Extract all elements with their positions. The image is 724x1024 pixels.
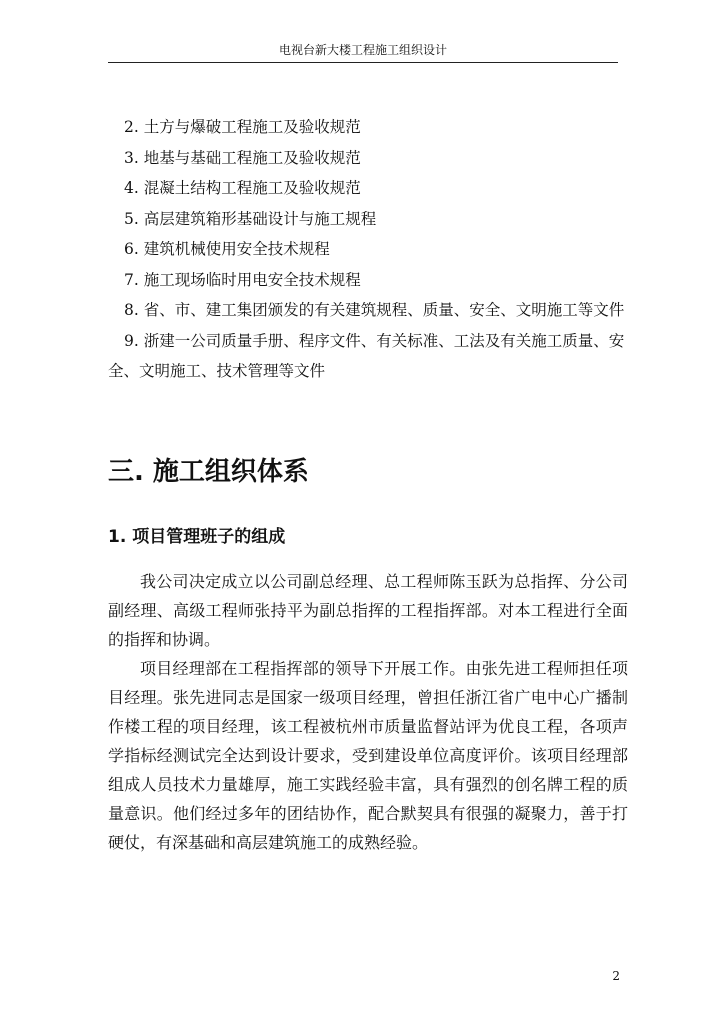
list-item: 4. 混凝土结构工程施工及验收规范 [124, 179, 361, 197]
section-heading: 三. 施工组织体系 [108, 457, 309, 487]
subsection-heading: 1. 项目管理班子的组成 [108, 527, 286, 547]
list-item: 3. 地基与基础工程施工及验收规范 [124, 148, 361, 167]
running-header: 电视台新大楼工程施工组织设计 [108, 40, 618, 63]
body-text [108, 567, 628, 857]
paragraph: 项目经理部在工程指挥部的领导下开展工作。由张先进工程师担任项目经理。张先进同志是国家一级项目经理，曾担任浙江省广电中心广播制作楼工程的项目经理，该工程被杭州市质量监督站评为优良工程，各项声学指标经测试完全达到设计要求，受到建设单位高度评价。该项目经理部组成人员技术力量雄厚，施工实践经验丰富，具有强烈的创名牌工程的质量意识。他们经过多年的团结协作，配合默契具有很强的凝聚力，善于打硬仗，有深基础和高层建筑施工的成熟经验。 [108, 659, 628, 852]
list-item: 9. 浙建一公司质量手册、程序文件、有关标准、工法及有关施工质量、安全、文明施工、技术管理等文件 [108, 331, 625, 380]
list-item: 7. 施工现场临时用电安全技术规程 [124, 270, 361, 289]
paragraph: 我公司决定成立以公司副总经理、总工程师陈玉跃为总指挥、分公司副经理、高级工程师张持平为副总指挥的工程指挥部。对本工程进行全面的指挥和协调。 [108, 572, 628, 649]
list-item: 2. 土方与爆破工程施工及验收规范 [124, 118, 361, 136]
page-number: 2 [612, 969, 620, 983]
reference-list [108, 112, 628, 387]
list-item: 5. 高层建筑箱形基础设计与施工规程 [124, 209, 377, 228]
list-item: 8. 省、市、建工集团颁发的有关建筑规程、质量、安全、文明施工等文件 [124, 301, 625, 319]
list-item: 6. 建筑机械使用安全技术规程 [124, 240, 330, 258]
